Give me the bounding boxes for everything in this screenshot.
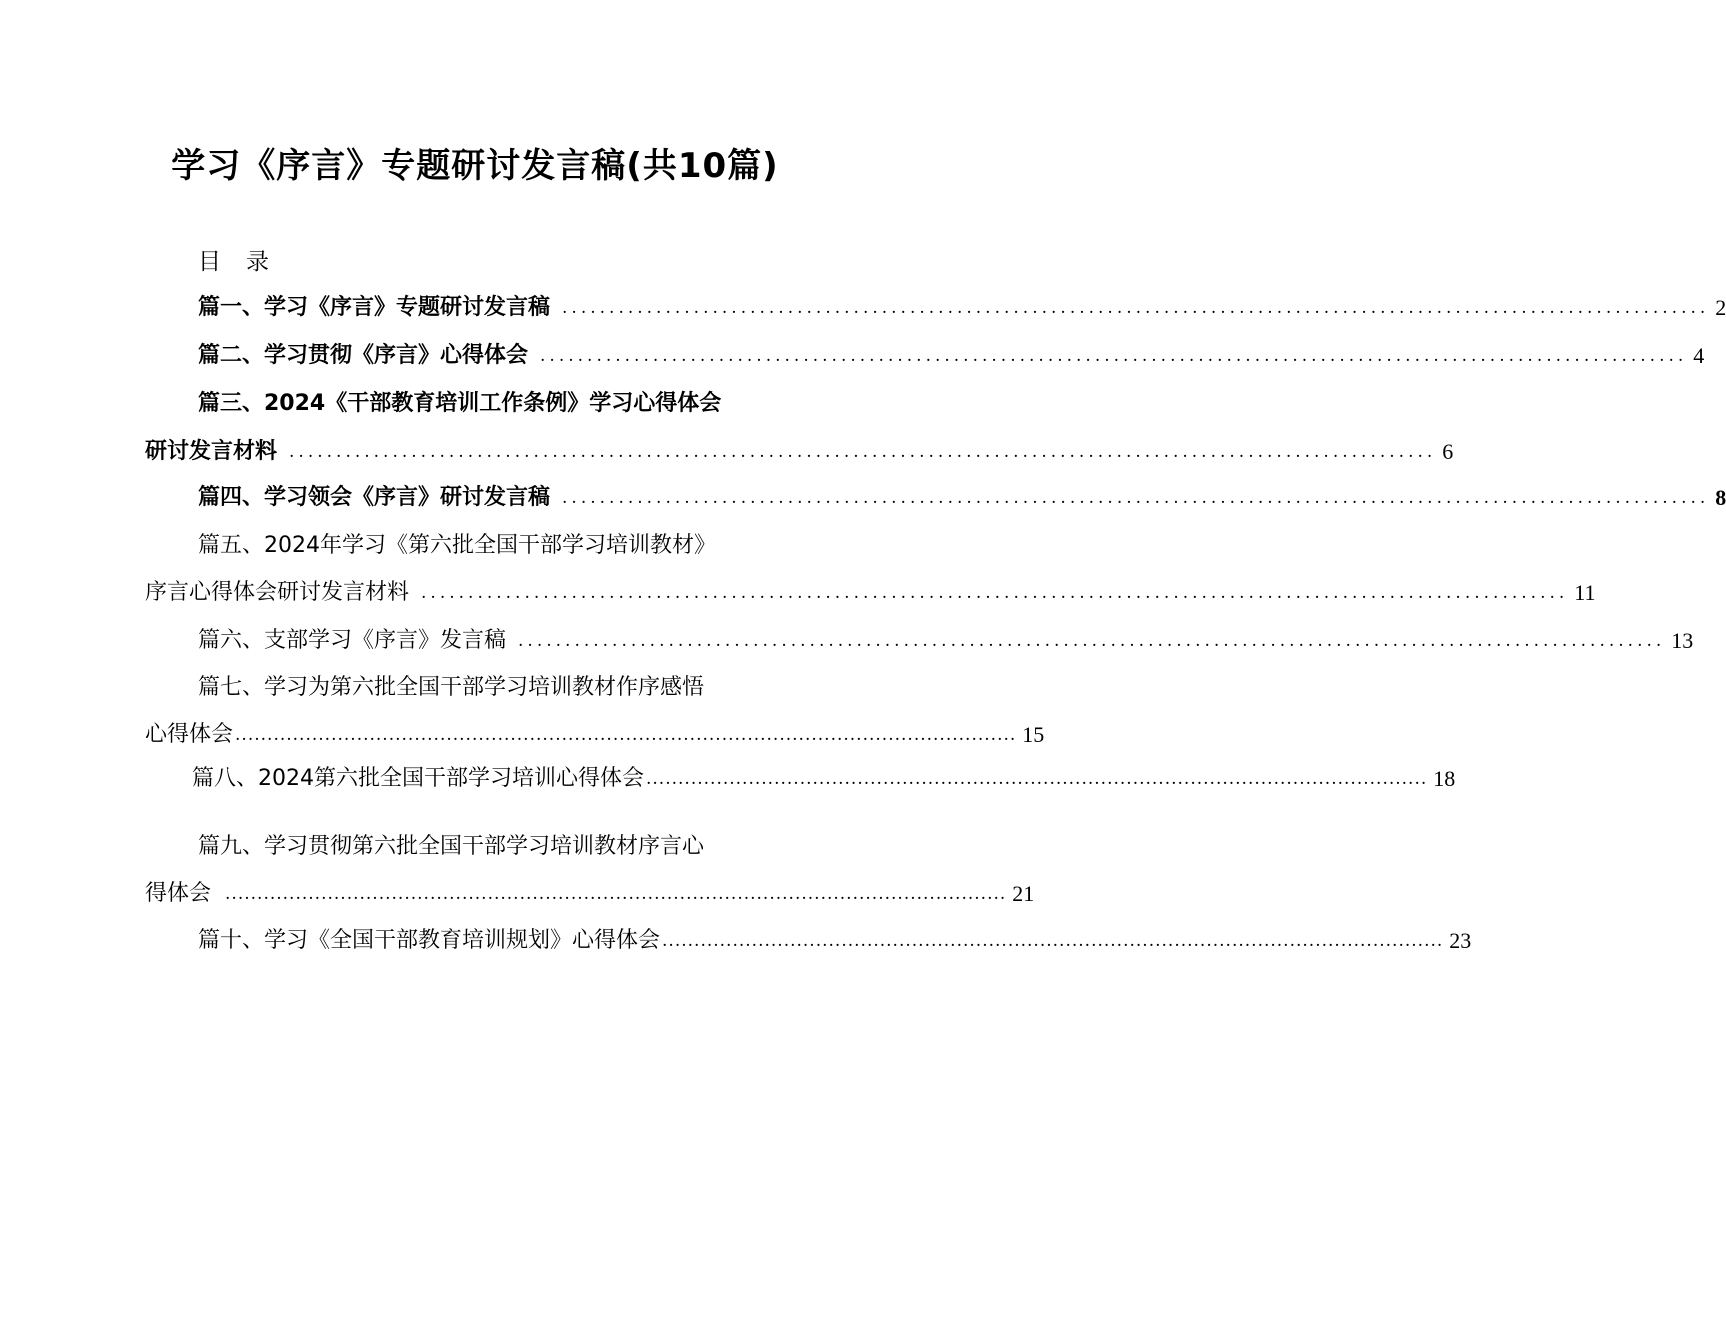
toc-entry-page: 4 <box>1693 343 1705 368</box>
toc-entry-title: 篇一、学习《序言》专题研讨发言稿 <box>198 295 551 320</box>
toc-dot-leader: .......................................................................................................................... <box>289 442 1437 462</box>
document-title: 学习《序言》专题研讨发言稿(共10篇) <box>171 146 779 186</box>
toc-entry-8[interactable] <box>192 759 1456 799</box>
toc-entry-title: 心得体会 <box>145 722 234 747</box>
toc-entry-title: 篇六、支部学习《序言》发言稿 <box>198 628 507 653</box>
toc-entry-9[interactable] <box>198 827 805 867</box>
toc-entry-6[interactable] <box>198 621 1694 661</box>
toc-dot-leader: .......................................................................................................................... <box>518 631 1666 651</box>
toc-entry-2[interactable] <box>198 336 1705 376</box>
toc-entry-title: 篇七、学习为第六批全国干部学习培训教材作序感悟 <box>198 675 705 700</box>
toc-entry-title: 篇八、2024第六批全国干部学习培训心得体会 <box>192 766 644 791</box>
toc-entry-page: 11 <box>1574 580 1596 605</box>
toc-entry-page: 6 <box>1442 439 1454 464</box>
toc-entry-7-continued[interactable] <box>145 715 1045 755</box>
toc-entry-4[interactable] <box>198 478 1726 518</box>
toc-entry-page: 13 <box>1671 628 1694 653</box>
toc-dot-leader: .......................................................................................................................... <box>225 884 1007 904</box>
toc-entry-page: 15 <box>1022 722 1045 747</box>
toc-heading <box>198 242 270 282</box>
toc-dot-leader: .......................................................................................................................... <box>235 725 1017 745</box>
toc-entry-page: 23 <box>1449 928 1472 953</box>
toc-entry-7[interactable] <box>198 668 805 708</box>
toc-entry-title: 篇四、学习领会《序言》研讨发言稿 <box>198 485 551 510</box>
toc-entry-5-continued[interactable] <box>145 573 1596 613</box>
toc-entry-page: 18 <box>1433 766 1456 791</box>
toc-dot-leader: .......................................................................................................................... <box>421 583 1569 603</box>
toc-heading-char-1: 目 <box>198 249 222 275</box>
toc-entry-title: 得体会 <box>145 881 212 906</box>
toc-entry-title: 研讨发言材料 <box>145 439 278 464</box>
toc-entry-page: 8 <box>1715 485 1726 510</box>
toc-entry-10[interactable] <box>198 921 1472 961</box>
toc-entry-title: 篇三、2024《干部教育培训工作条例》学习心得体会 <box>198 391 722 416</box>
toc-entry-title: 篇九、学习贯彻第六批全国干部学习培训教材序言心 <box>198 834 705 859</box>
toc-dot-leader: .......................................................................................................................... <box>646 769 1428 789</box>
toc-dot-leader: .......................................................................................................................... <box>540 346 1688 366</box>
toc-entry-3[interactable] <box>198 384 805 424</box>
toc-entry-title: 篇二、学习贯彻《序言》心得体会 <box>198 343 529 368</box>
toc-entry-page: 2 <box>1715 295 1726 320</box>
toc-heading-char-2: 录 <box>246 249 270 275</box>
toc-entry-1[interactable] <box>198 288 1726 328</box>
toc-dot-leader: .......................................................................................................................... <box>562 298 1710 318</box>
toc-entry-3-continued[interactable] <box>145 432 1454 472</box>
toc-entry-title: 篇十、学习《全国干部教育培训规划》心得体会 <box>198 928 661 953</box>
toc-entry-title: 序言心得体会研讨发言材料 <box>145 580 410 605</box>
toc-entry-9-continued[interactable] <box>145 874 1035 914</box>
toc-dot-leader: .......................................................................................................................... <box>662 931 1444 951</box>
toc-entry-page: 21 <box>1012 881 1035 906</box>
toc-entry-5[interactable] <box>198 526 805 566</box>
toc-dot-leader: .......................................................................................................................... <box>562 488 1710 508</box>
toc-entry-title: 篇五、2024年学习《第六批全国干部学习培训教材》 <box>198 533 716 558</box>
